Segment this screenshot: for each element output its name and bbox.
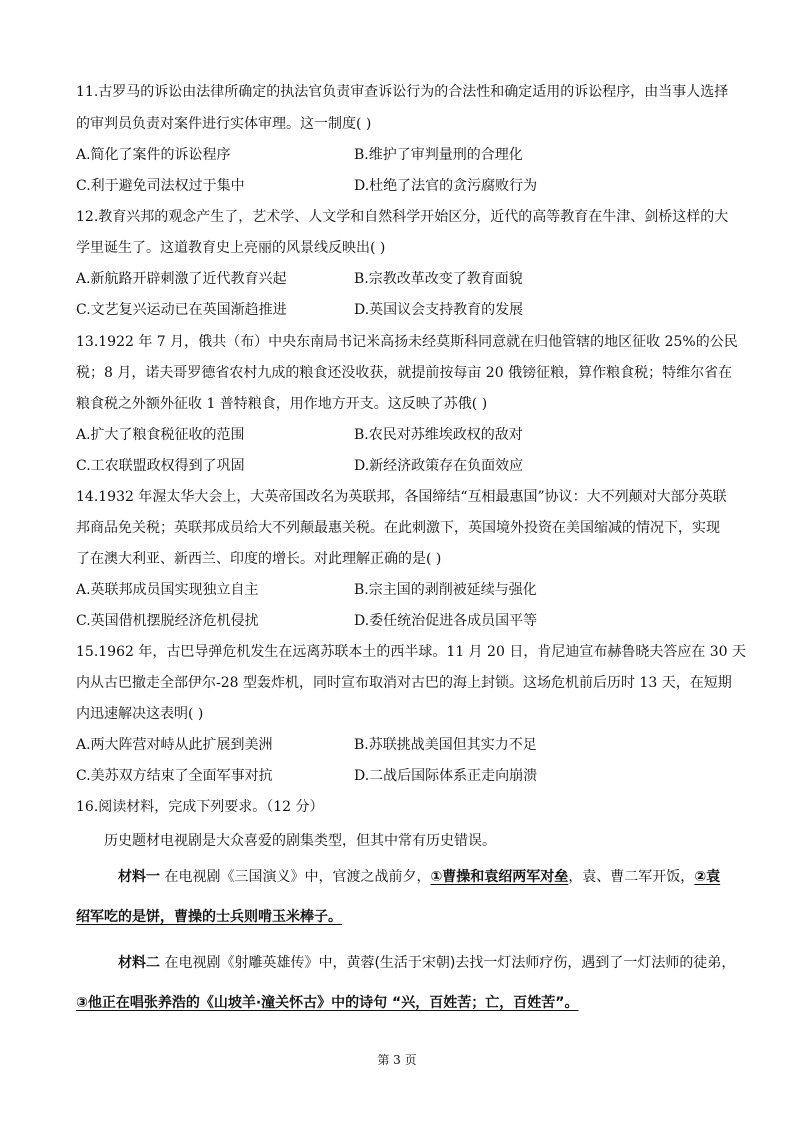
page-number: 第 3 页 — [377, 1053, 417, 1067]
q11-option-a: A.简化了案件的诉讼程序 — [76, 147, 231, 163]
material2-underline3: ③他正在唱张养浩的《山坡羊·潼关怀古》中的诗句 “兴，百姓苦；亡，百姓苦”。 — [76, 995, 579, 1011]
q13-option-a: A.扩大了粮食税征收的范围 — [76, 427, 245, 443]
q13-stem-line2: 税；8 月，诺夫哥罗德省农村九成的粮食还没收获，就提前按每亩 20 俄镑征粮，算作粮食税；特维尔省在 — [76, 365, 733, 381]
q12-option-d: D.英国议会支持教育的发展 — [354, 302, 524, 318]
material2-label: 材料二 — [118, 955, 160, 971]
q14-option-c: C.英国借机摆脱经济危机侵扰 — [76, 613, 259, 629]
q12-option-b: B.宗教改革改变了教育面貌 — [354, 271, 523, 287]
q16-intro: 历史题材电视剧是大众喜爱的剧集类型，但其中常有历史错误。 — [104, 833, 496, 849]
q12-stem-line2: 学里诞生了。这道教育史上亮丽的风景线反映出( ) — [76, 240, 386, 256]
q13-stem-line3: 粮食税之外额外征收 1 普特粮食，用作地方开支。这反映了苏俄( ) — [76, 396, 488, 412]
q15-stem-line2: 内从古巴撤走全部伊尔-28 型轰炸机，同时宣布取消对古巴的海上封锁。这场危机前后历时 13 天，在短期 — [76, 675, 732, 691]
q14-stem-line1: 14.1932 年渥太华大会上，大英帝国改名为英联邦，各国缔结“互相最惠国”协议：大不列颠对大部分英联 — [76, 489, 727, 505]
q13-option-d: D.新经济政策存在负面效应 — [354, 458, 524, 474]
q15-option-c: C.美苏双方结束了全面军事对抗 — [76, 768, 273, 784]
q11-stem-line2: 的审判员负责对案件进行实体审理。这一制度( ) — [76, 116, 372, 132]
q15-option-d: D.二战后国际体系正走向崩溃 — [354, 768, 538, 784]
material2-line1 — [118, 953, 735, 973]
q14-option-d: D.委任统治促进各成员国平等 — [354, 613, 538, 629]
q12-option-a: A.新航路开辟刺激了近代教育兴起 — [76, 271, 287, 287]
q14-stem-line3: 了在澳大利亚、新西兰、印度的增长。对此理解正确的是( ) — [76, 551, 442, 567]
material1-text-b: ，袁、曹二军开饭， — [568, 869, 695, 885]
q15-stem-line3: 内迅速解决这表明( ) — [76, 706, 204, 722]
q14-option-b: B.宗主国的剥削被延续与强化 — [354, 582, 537, 598]
material1-label: 材料一 — [118, 869, 160, 885]
q15-option-b: B.苏联挑战美国但其实力不足 — [354, 737, 537, 753]
material2-text-a: 在电视剧《射雕英雄传》中，黄蓉(生活于宋朝)去找一灯法师疗伤，遇到了一灯法师的徒弟， — [160, 955, 736, 971]
q12-stem-line1: 12.教育兴邦的观念产生了，艺术学、人文学和自然科学开始区分，近代的高等教育在牛津、剑桥这样的大 — [76, 209, 729, 225]
q16-stem: 16.阅读材料，完成下列要求。（12 分） — [76, 799, 324, 815]
material1-line1 — [118, 867, 720, 887]
q11-option-c: C.利于避免司法权过于集中 — [76, 178, 245, 194]
material1-line2 — [76, 907, 342, 927]
q13-option-c: C.工农联盟政权得到了巩固 — [76, 458, 245, 474]
q12-option-c: C.文艺复兴运动已在英国渐趋推进 — [76, 302, 287, 318]
q11-stem-line1: 11.古罗马的诉讼由法律所确定的执法官负责审查诉讼行为的合法性和确定适用的诉讼程序，由当事人选择 — [76, 84, 729, 100]
q13-stem-line1: 13.1922 年 7 月，俄共（布）中央东南局书记米高扬未经莫斯科同意就在归他管辖的地区征收 25%的公民 — [76, 334, 738, 350]
material1-underline2a: ②袁 — [694, 869, 721, 885]
q11-option-d: D.杜绝了法官的贪污腐败行为 — [354, 178, 538, 194]
q14-stem-line2: 邦商品免关税；英联邦成员给大不列颠最惠关税。在此刺激下，英国境外投资在美国缩减的情况下，实现 — [76, 520, 720, 536]
q11-option-b: B.维护了审判量刑的合理化 — [354, 147, 523, 163]
material1-underline1: ①曹操和袁绍两军对垒 — [430, 869, 569, 885]
material1-text-a: 在电视剧《三国演义》中，官渡之战前夕， — [160, 869, 431, 885]
material2-line2 — [76, 993, 578, 1013]
q15-stem-line1: 15.1962 年，古巴导弹危机发生在远离苏联本土的西半球。11 月 20 日，肯尼迪宣布赫鲁晓夫答应在 30 天 — [76, 644, 747, 660]
q13-option-b: B.农民对苏维埃政权的敌对 — [354, 427, 523, 443]
q15-option-a: A.两大阵营对峙从此扩展到美洲 — [76, 737, 273, 753]
material1-underline2b: 绍军吃的是饼，曹操的士兵则啃玉米棒子。 — [76, 909, 342, 925]
q14-option-a: A.英联邦成员国实现独立自主 — [76, 582, 259, 598]
